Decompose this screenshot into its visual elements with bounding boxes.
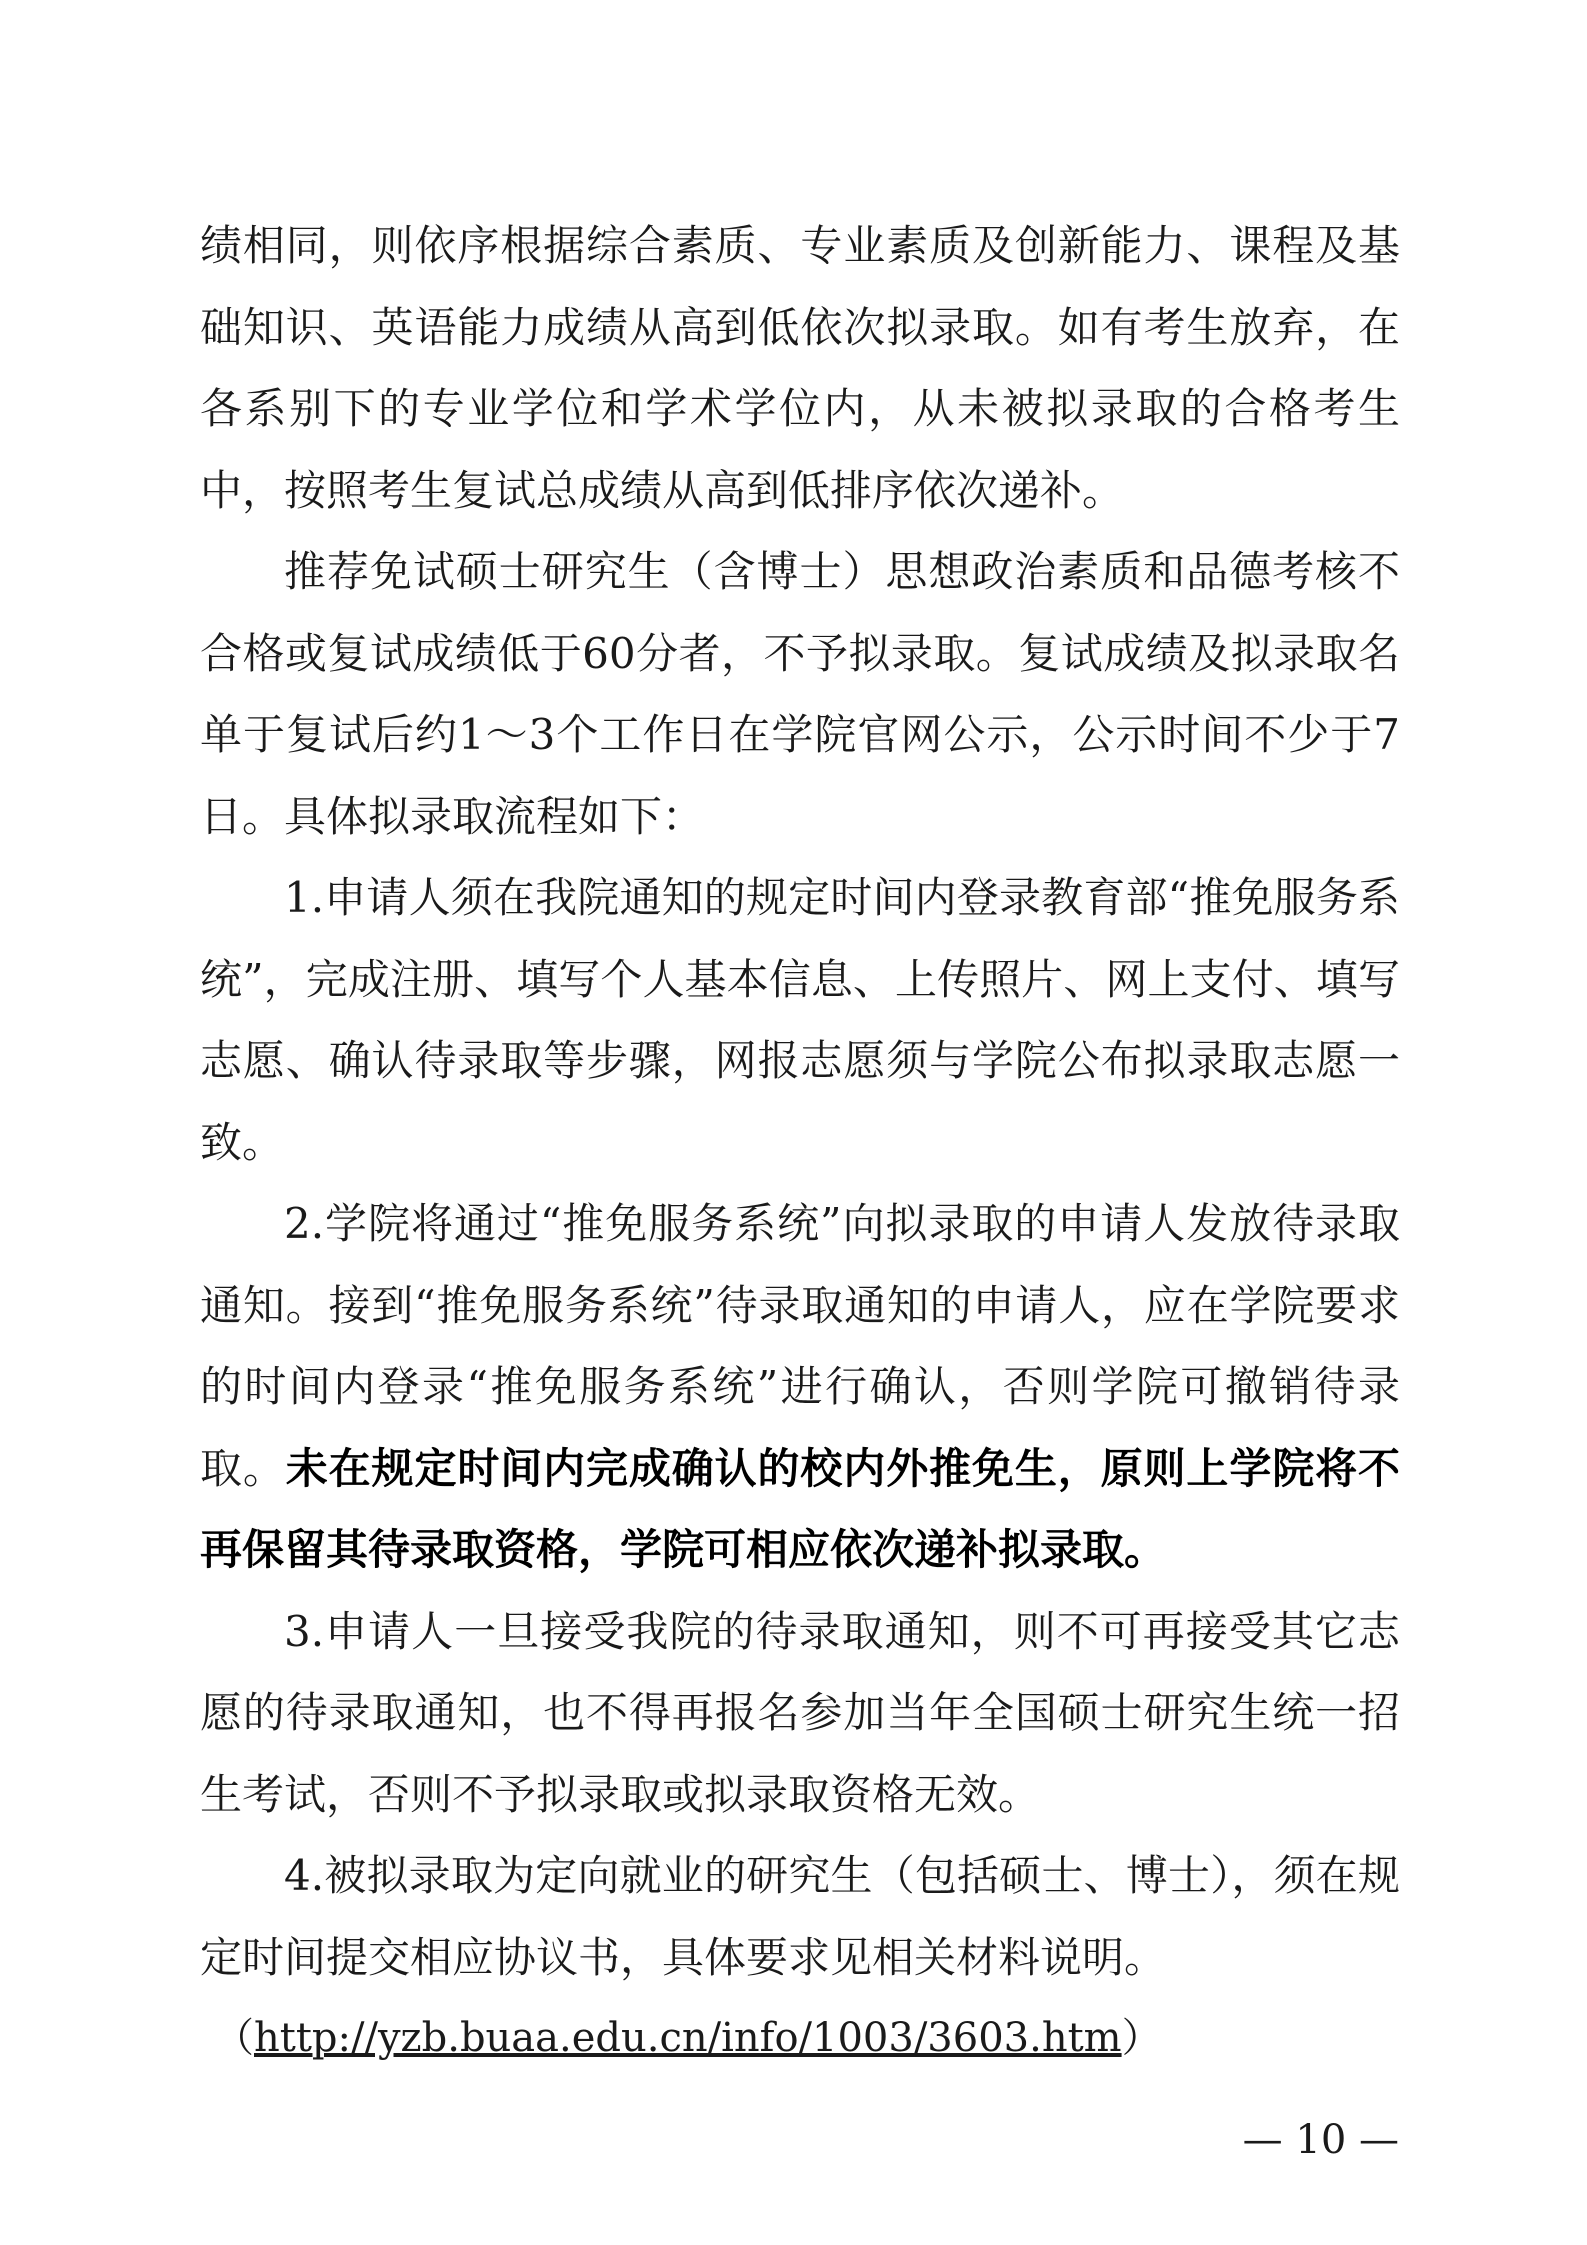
paragraph-step-2	[200, 1183, 1400, 1591]
document-body	[200, 205, 1400, 2080]
paragraph-step-4: 4.被拟录取为定向就业的研究生（包括硕士、博士），须在规定时间提交相应协议书，具体要求见相关材料说明。	[200, 1851, 1400, 1982]
paragraph-step-1: 1.申请人须在我院通知的规定时间内登录教育部“推免服务系统”，完成注册、填写个人基本信息、上传照片、网上支付、填写志愿、确认待录取等步骤，网报志愿须与学院公布拟录取志愿一致。	[200, 873, 1400, 1167]
link-open-paren: （	[214, 2015, 254, 2061]
paragraph-step-3: 3.申请人一旦接受我院的待录取通知，则不可再接受其它志愿的待录取通知，也不得再报名参加当年全国硕士研究生统一招生考试，否则不予拟录取或拟录取资格无效。	[200, 1606, 1400, 1819]
paragraph-step-2-text: 2.学院将通过“推免服务系统”向拟录取的申请人发放待录取通知。接到“推免服务系统”待录取通知的申请人，应在学院要求的时间内登录“推免服务系统”进行确认，否则学院可撤销待录取。	[200, 1199, 1400, 1493]
paragraph-step-2-bold-text: 未在规定时间内完成确认的校内外推免生，原则上学院将不再保留其待录取资格，学院可相应依次递补拟录取。	[200, 1443, 1400, 1574]
reference-link-line	[200, 1998, 1400, 2080]
paragraph-2: 推荐免试硕士研究生（含博士）思想政治素质和品德考核不合格或复试成绩低于60分者，不予拟录取。复试成绩及拟录取名单于复试后约1～3个工作日在学院官网公示，公示时间不少于7日。具体拟录取流程如下：	[200, 547, 1400, 841]
link-close-paren: ）	[1121, 2015, 1162, 2061]
paragraph-1: 绩相同，则依序根据综合素质、专业素质及创新能力、课程及基础知识、英语能力成绩从高到低依次拟录取。如有考生放弃，在各系别下的专业学位和学术学位内，从未被拟录取的合格考生中，按照考生复试总成绩从高到低排序依次递补。	[200, 221, 1400, 515]
page-number: — 10 —	[1242, 2117, 1399, 2163]
reference-url-link[interactable]: http://yzb.buaa.edu.cn/info/1003/3603.htm	[254, 2015, 1122, 2061]
